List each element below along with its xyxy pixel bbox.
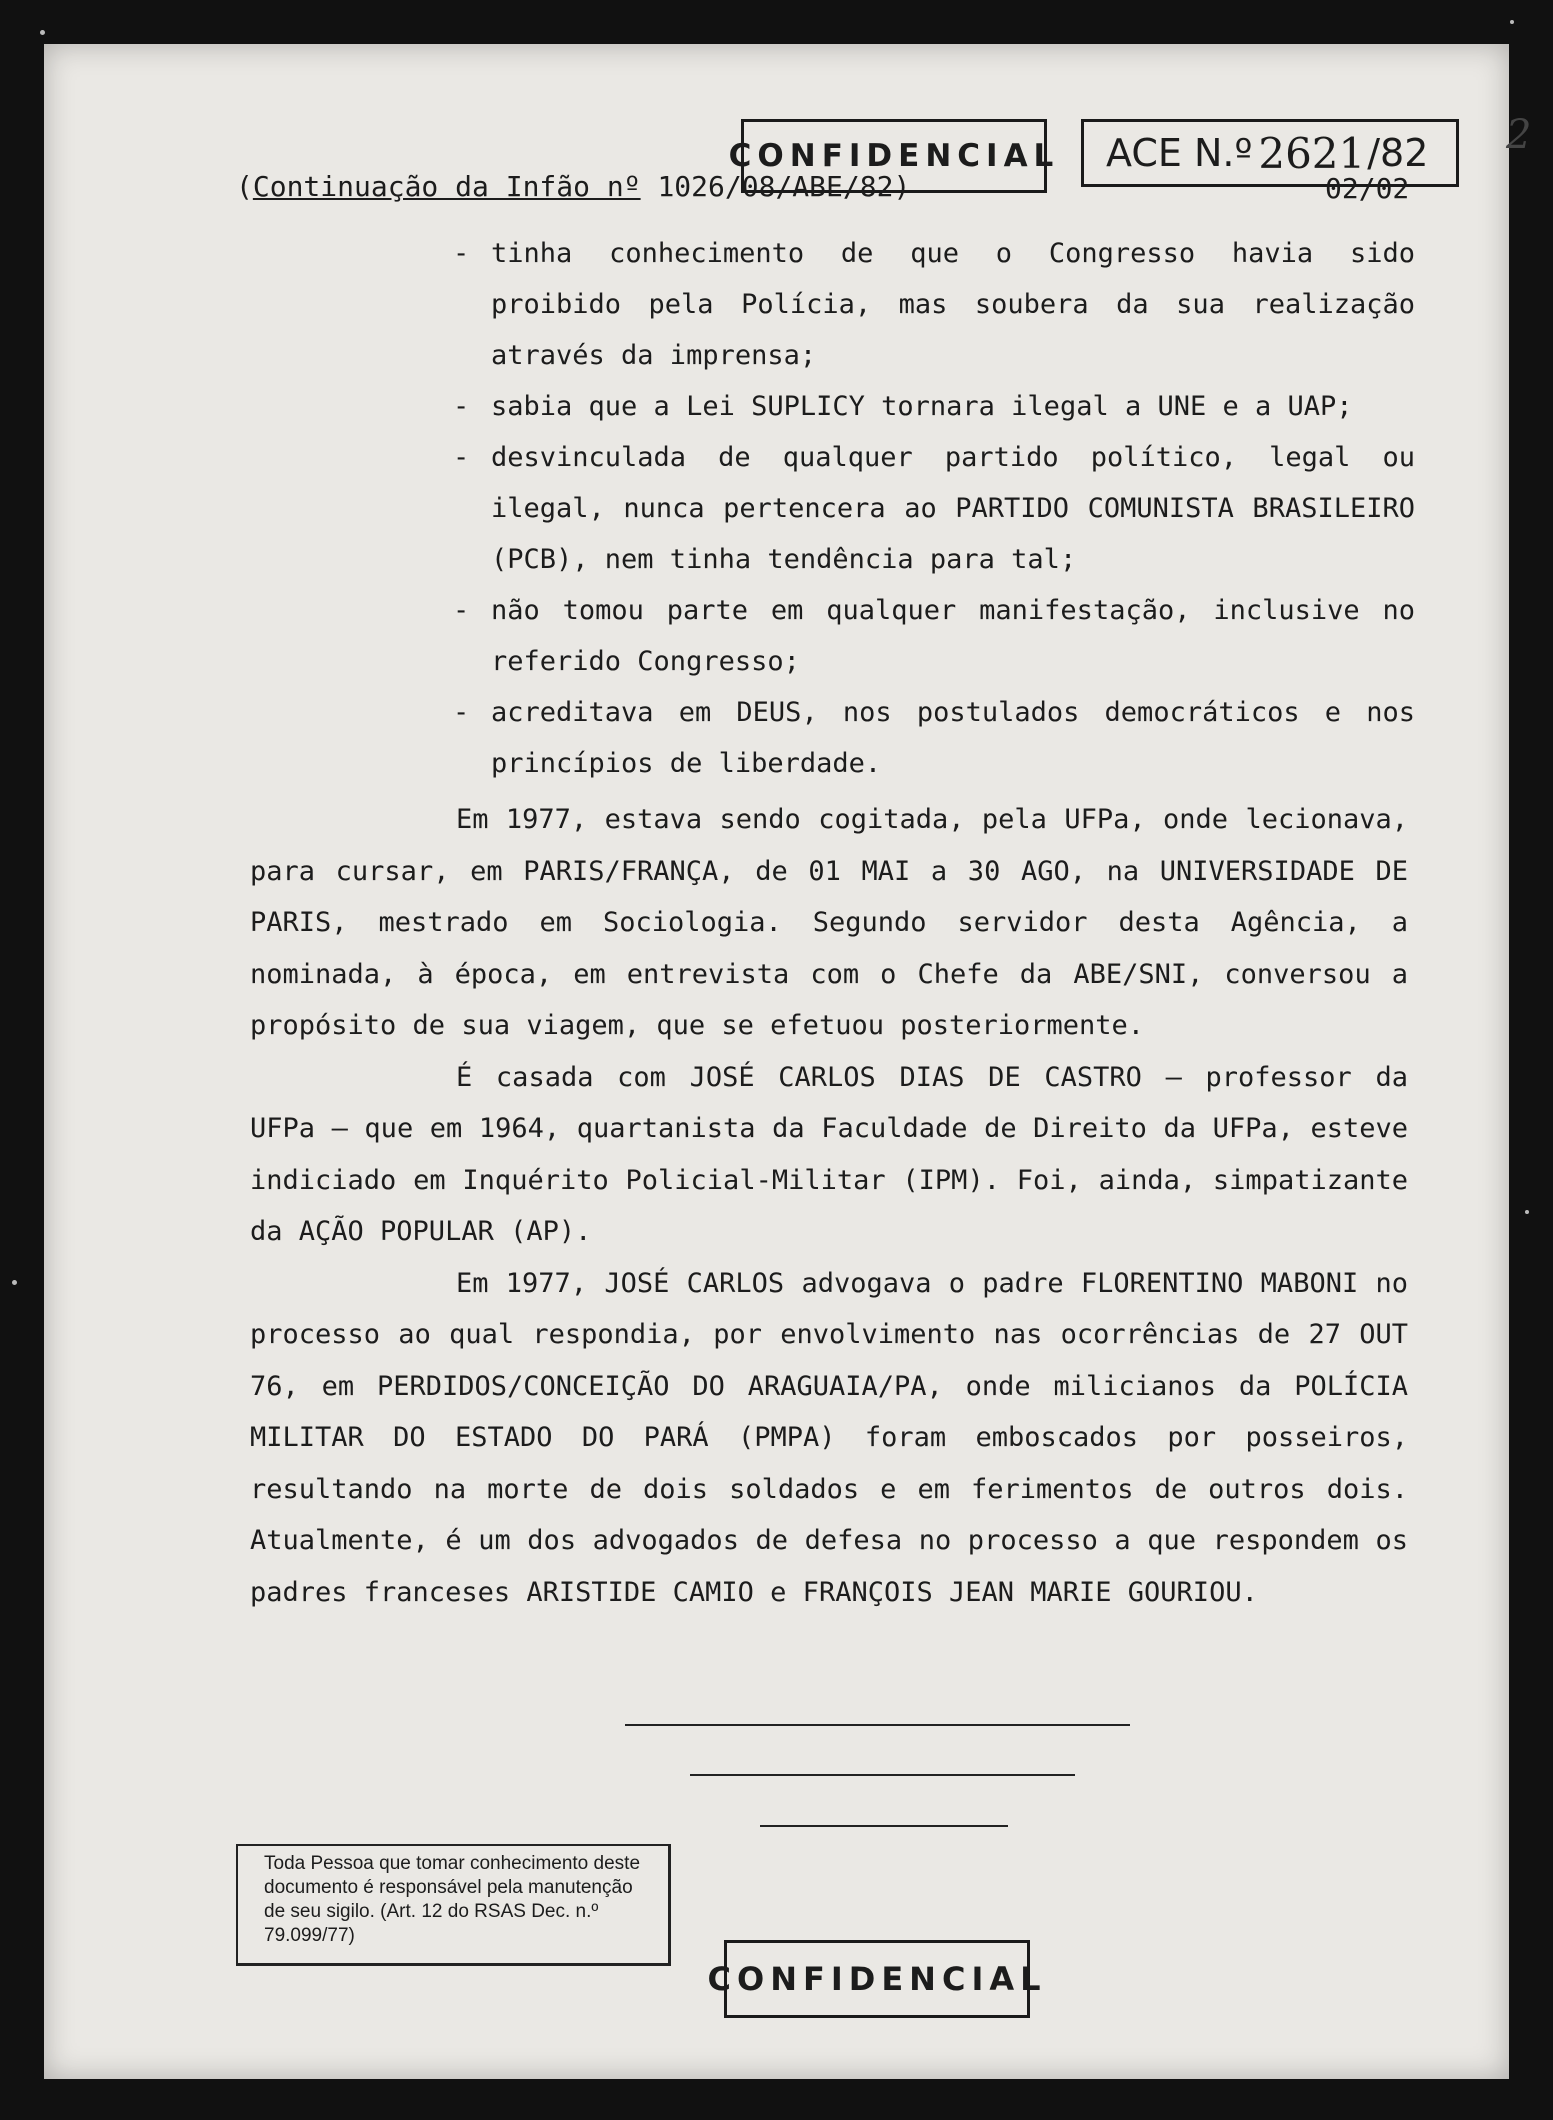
page-number: 02/02 — [1325, 172, 1410, 205]
confidentiality-notice-box: Toda Pessoa que tomar conhecimento deste documento é responsável pela manutenção de seu sigilo. (Art. 12 do RSAS Dec. n.º 79.099/77) — [236, 1844, 671, 1966]
bullet-text: sabia que a Lei SUPLICY tornara ilegal a UNE e a UAP; — [491, 391, 1353, 422]
paragraph: Em 1977, JOSÉ CARLOS advogava o padre FLORENTINO MABONI no processo ao qual respondia, por envolvimento nas ocorrências de 27 OUT 76, em PERDIDOS/CONCEIÇÃO DO ARAGUAIA/PA, onde milicianos da POLÍCIA MILITAR DO ESTADO DO PARÁ (PMPA) foram emboscados por posseiros, resultando na morte de dois soldados e em ferimentos de outros dois. Atualmente, é um dos advogados de defesa no processo a que respondem os padres franceses ARISTIDE CAMIO e FRANÇOIS JEAN MARIE GOURIOU. — [250, 1267, 1408, 1608]
ace-year: /82 — [1367, 131, 1429, 175]
list-item — [455, 432, 1415, 585]
confidential-stamp-bottom: CONFIDENCIAL — [724, 1940, 1030, 2018]
header-prefix: ( — [236, 170, 253, 203]
ace-label: ACE N.º — [1106, 131, 1253, 175]
scan-speck — [12, 1280, 17, 1285]
header-ref: 1026/08/ABE/82) — [640, 170, 911, 203]
body-text — [250, 794, 1408, 1618]
confidential-stamp-top: CONFIDENCIAL — [741, 119, 1047, 193]
handwritten-page-mark: 2 — [1506, 112, 1532, 158]
continuation-header — [236, 170, 910, 203]
bullet-text: não tomou parte em qualquer manifestação, inclusive no referido Congresso; — [491, 595, 1415, 677]
bullet-list — [455, 228, 1415, 789]
header-title: Continuação da Infão nº — [252, 170, 641, 203]
paragraph: É casada com JOSÉ CARLOS DIAS DE CASTRO — professor da UFPa — que em 1964, quartanista da Faculdade de Direito da UFPa, esteve indiciado em Inquérito Policial-Militar (IPM). Foi, ainda, simpatizante da AÇÃO POPULAR (AP). — [250, 1061, 1408, 1247]
bullet-text: desvinculada de qualquer partido político, legal ou ilegal, nunca pertencera ao PARTIDO COMUNISTA BRASILEIRO (PCB), nem tinha tendência para tal; — [491, 442, 1415, 575]
bullet-dash: - — [453, 595, 470, 626]
list-item — [455, 381, 1415, 432]
scan-speck — [1510, 20, 1514, 24]
paragraph: Em 1977, estava sendo cogitada, pela UFPa, onde lecionava, para cursar, em PARIS/FRANÇA, de 01 MAI a 30 AGO, na UNIVERSIDADE DE PARIS, mestrado em Sociologia. Segundo servidor desta Agência, a nominada, à época, em entrevista com o Chefe da ABE/SNI, conversou a propósito de sua viagem, que se efetuou posteriormente. — [250, 804, 1408, 1041]
bullet-dash: - — [453, 391, 470, 422]
ace-number: 2621 — [1258, 128, 1366, 178]
bullet-text: tinha conhecimento de que o Congresso havia sido proibido pela Polícia, mas soubera da sua realização através da imprensa; — [491, 238, 1415, 371]
scan-speck — [1525, 1210, 1529, 1214]
list-item — [455, 585, 1415, 687]
signature-line — [690, 1774, 1075, 1776]
bullet-dash: - — [453, 238, 470, 269]
bullet-dash: - — [453, 442, 470, 473]
signature-line — [625, 1724, 1130, 1726]
bullet-text: acreditava em DEUS, nos postulados democráticos e nos princípios de liberdade. — [491, 697, 1415, 779]
scan-speck — [40, 30, 45, 35]
signature-line — [760, 1825, 1008, 1827]
list-item — [455, 228, 1415, 381]
bullet-dash: - — [453, 697, 470, 728]
list-item — [455, 687, 1415, 789]
